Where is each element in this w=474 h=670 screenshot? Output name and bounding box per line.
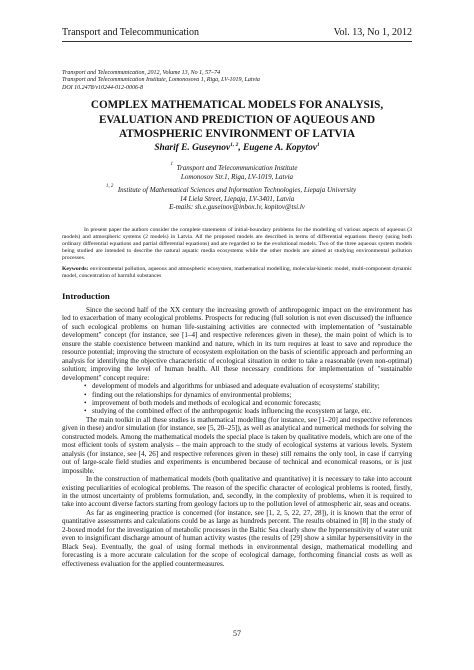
introduction-body: [62, 306, 412, 568]
requirements-list: [62, 382, 412, 416]
author-list: [62, 142, 412, 153]
citation-metadata: [62, 70, 260, 92]
title-line-3: ATMOSPHERIC ENVIRONMENT OF LATVIA: [118, 128, 356, 140]
list-item: • improvement of both models and methods of ecological and economic forecasts;: [84, 399, 412, 407]
aff-2-marker: 1, 2: [105, 184, 114, 189]
list-item: • finding out the relationships for dynamics of environmental problems;: [84, 391, 412, 399]
list-item: • studying of the combined effect of the anthropogenic loads influencing the ecosystem at large, etc.: [84, 407, 412, 415]
list-item: • development of models and algorithms for unbiased and adequate evaluation of ecosystems' stability;: [84, 382, 412, 390]
page-number: 57: [233, 629, 241, 638]
paragraph-3: In the construction of mathematical models (both qualitative and quantitative) it is necessary to take into account existing peculiarities of ecological problems. The reason of the specific character of ecological problems is rooted, firstly, in the utmost uncertainty of problems formulation, and, secondly, in the complexity of problems, when it is required to take into account diverse factors starting from geology factors up to the pollution level of atmospheric air, seas and oceans.: [62, 475, 412, 509]
author-1-name: Sharif E. Guseynov: [154, 143, 231, 154]
author-2-name: Eugene A. Kopytov: [243, 143, 317, 154]
section-heading-introduction: Introduction: [62, 291, 110, 301]
header-rule: [62, 41, 412, 42]
paragraph-1: Since the second half of the XX century the increasing growth of anthropogenic impact on the environment has led to exacerbation of many ecological problems. Prospects for reducing (full solution is not even discussed) the influence of such ecological problems on human life-sustaining activities are connected with implementation of "sustainable development" concept (for instance, see [1–4] and respective references given in these), the main point of which is to ensure the stable coexistence between mankind and nature, which in its turn requires at least to save and reproduce the resource potential; improving the structure of ecosystem exploitation on the basis of scientific approach and performing an analysis for identifying the objective characteristic of ecological situation in order to take a reasonable (even non-optimal) solution; improving the level of human health. All these necessary conditions for implementation of "sustainable development" concept require:: [62, 306, 412, 382]
keywords-label: Keywords:: [62, 266, 89, 272]
paper-title: [62, 98, 412, 142]
paragraph-4: As far as engineering practice is concerned (for instance, see [1, 2, 5, 22, 27, 28]), it is known that the error of quantitative assessments and calculations could be as large as hundreds percent. The results obtained in [8] in the study of 2-boxed model for the investigation of metabolic processes in the Baltic Sea clearly show the hypersensitivity of water unit even to insignificant discharge amount of human activity wastes (the results of [29] show a similar hypersensitivity in the Black Sea). Eventually, the goal of using formal methods in environmental design, mathematical modelling and forecasting is a more accurate calculation for the scope of ecological damage, forthcoming financial costs as well as effectiveness evaluation for the applied countermeasures.: [62, 508, 412, 568]
meta-line-2: Transport and Telecommunication Institute, Lomonosova 1, Riga, LV-1019, Latvia: [62, 77, 260, 84]
aff-1-institution: Transport and Telecommunication Institute: [176, 164, 298, 172]
meta-doi: DOI 10.2478/v10244-012-0006-8: [62, 84, 143, 91]
header-volume: Vol. 13, No 1, 2012: [333, 27, 412, 38]
keywords: [62, 266, 412, 280]
running-header: [62, 27, 412, 38]
author-separator: ,: [238, 143, 244, 154]
aff-1-address: Lomonosov Str.1, Riga, LV-1019, Latvia: [180, 172, 294, 181]
affiliation-1: [62, 164, 412, 181]
aff-2-institution: Institute of Mathematical Sciences and Information Technologies, Liepaja University: [117, 186, 357, 194]
author-2-affiliation-marker: 1: [316, 142, 320, 148]
paragraph-2: The main toolkit in all these studies is mathematical modelling (for instance, see [1–20] and respective references given in these) and/or simulation (for instance, see [5, 20–25]), as well as analytical and numerical methods for solving the constructed models. Among the mathematical models the special place is taken by qualitative models, which are one of the most efficient tools of system analysis – the main approach to the study of ecological systems at various levels. System analysis (for instance, see [4, 26] and respective references given in these) still remains the only tool, in case if carrying out of large-scale field studies and experiments is encumbered because of technical and economical reasons, or is just impossible.: [62, 415, 412, 475]
aff-2-emails: E-mails: sh.e.guseinov@inbox.lv, kopitov@tsi.lv: [169, 203, 305, 212]
title-line-1: COMPLEX MATHEMATICAL MODELS FOR ANALYSIS,: [90, 99, 384, 111]
aff-1-marker: 1: [170, 162, 174, 167]
header-journal: Transport and Telecommunication: [62, 27, 200, 38]
title-line-2: EVALUATION AND PREDICTION OF AQUEOUS AND: [98, 113, 376, 126]
affiliation-2: [62, 186, 412, 212]
meta-line-1: Transport and Telecommunication, 2012, Volume 13, No 1, 57–74: [62, 70, 221, 76]
keywords-text: environmental pollution, aqueous and atmospheric ecosystem, mathematical modelling, molecular-kinetic model, multi-component dynamic model, concentration of harmful substances: [62, 266, 412, 279]
aff-2-address: 14 Liela Street, Liepaja, LV-3401, Latvia: [179, 194, 295, 203]
abstract: In present paper the authors consider the complete statements of initial-boundary problems for the modelling of various aspects of aqueous (3 models) and atmospheric systems (2 models) in Latvia. All the proposed models are described in terms of differential equations theory (using both ordinary differential equations and partial differential equations) and are regarded to be the evolutional models. Two of the three aqueous system models being studied are intended to describe the natural aquatic media ecosystems while the other models are aimed at studying environmental pollution processes.: [62, 227, 412, 262]
author-1-affiliation-marker: 1, 2: [230, 142, 239, 148]
